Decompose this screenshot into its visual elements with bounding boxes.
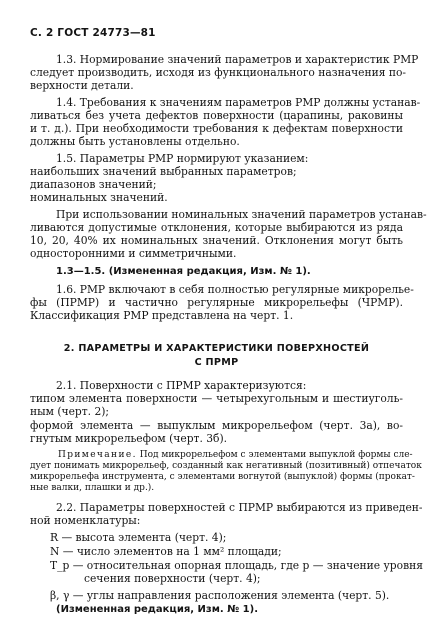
paragraph-1-4-line: должны быть установлены отдельно. xyxy=(30,135,240,148)
note-text: Под микрорельефом с элементами выпуклой формы сле- xyxy=(139,450,413,460)
paragraph-1-4-line: 1.4. Требования к значениям параметров РМР должны устанав- xyxy=(56,96,421,109)
paragraph-1-5-line: номинальных значений. xyxy=(30,191,168,204)
paragraph-1-3-line: следует производить, исходя из функционального назначения по- xyxy=(30,66,407,79)
paragraph-1-5-line: диапазонов значений; xyxy=(30,178,157,191)
paragraph-1-6-line: фы (ПРМР) и частично регулярные микрорельефы (ЧРМР). xyxy=(30,296,403,309)
paragraph-1-6-line: Классификация РМР представлена на черт. 1. xyxy=(30,309,294,322)
paragraph-tolerance-line: 10, 20, 40% их номинальных значений. Отклонения могут быть xyxy=(30,234,403,247)
definition-tp-continued: сечения поверхности (черт. 4); xyxy=(84,572,261,585)
definition-tp: T_p — относительная опорная площадь, где p — значение уровня xyxy=(50,559,423,572)
definition-r: R — высота элемента (черт. 4); xyxy=(50,531,227,544)
paragraph-2-1-line: 2.1. Поверхности с ПРМР характеризуются: xyxy=(56,379,307,392)
paragraph-tolerance-line: ливаются допустимые отклонения, которые выбираются из ряда xyxy=(30,221,403,234)
paragraph-1-5-line: наибольших значений выбранных параметров; xyxy=(30,165,297,178)
paragraph-1-3-line: верхности детали. xyxy=(30,79,134,92)
paragraph-2-1-line: формой элемента — выпуклым микрорельефом (черт. 3а), во- xyxy=(30,419,403,432)
section-title: 2. ПАРАМЕТРЫ И ХАРАКТЕРИСТИКИ ПОВЕРХНОСТЕЙ xyxy=(63,343,370,354)
note-label: Примечание. xyxy=(58,450,137,460)
paragraph-1-6-line: 1.6. РМР включают в себя полностью регулярные микрорелье- xyxy=(56,283,414,296)
section-title: С ПРМР xyxy=(194,357,239,368)
paragraph-tolerance-line: При использовании номинальных значений параметров устанав- xyxy=(56,208,427,221)
paragraph-2-2-line: ной номенклатуры: xyxy=(30,514,141,527)
amendment-note: (Измененная редакция, Изм. № 1). xyxy=(56,604,259,615)
definition-beta-gamma: β, γ — углы направления расположения элемента (черт. 5). xyxy=(50,589,390,602)
amendment-note: 1.3—1.5. (Измененная редакция, Изм. № 1). xyxy=(56,266,311,277)
note-line: микрорельефа инструмента, с элементами вогнутой (выпуклой) формы (прокат- xyxy=(30,472,415,482)
paragraph-1-4-line: и т. д.). При необходимости требования к дефектам поверхности xyxy=(30,122,403,135)
paragraph-1-5-line: 1.5. Параметры РМР нормируют указанием: xyxy=(56,152,309,165)
paragraph-1-3-line: 1.3. Нормирование значений параметров и характеристик РМР xyxy=(56,53,419,66)
paragraph-2-2-line: 2.2. Параметры поверхностей с ПРМР выбираются из приведен- xyxy=(56,501,423,514)
note-line xyxy=(58,450,413,461)
paragraph-2-1-line: гнутым микрорельефом (черт. 3б). xyxy=(30,432,228,445)
note-line: дует понимать микрорельеф, созданный как негативный (позитивный) отпечаток xyxy=(30,461,422,471)
note-line: ные валки, плашки и др.). xyxy=(30,483,155,493)
page-header: С. 2 ГОСТ 24773—81 xyxy=(30,27,156,39)
paragraph-1-4-line: ливаться без учета дефектов поверхности (царапины, раковины xyxy=(30,109,403,122)
paragraph-2-1-line: ным (черт. 2); xyxy=(30,405,110,418)
paragraph-2-1-line: типом элемента поверхности — четырехугольным и шестиуголь- xyxy=(30,392,403,405)
definition-n: N — число элементов на 1 мм² площади; xyxy=(50,545,282,558)
paragraph-tolerance-line: односторонними и симметричными. xyxy=(30,247,237,260)
